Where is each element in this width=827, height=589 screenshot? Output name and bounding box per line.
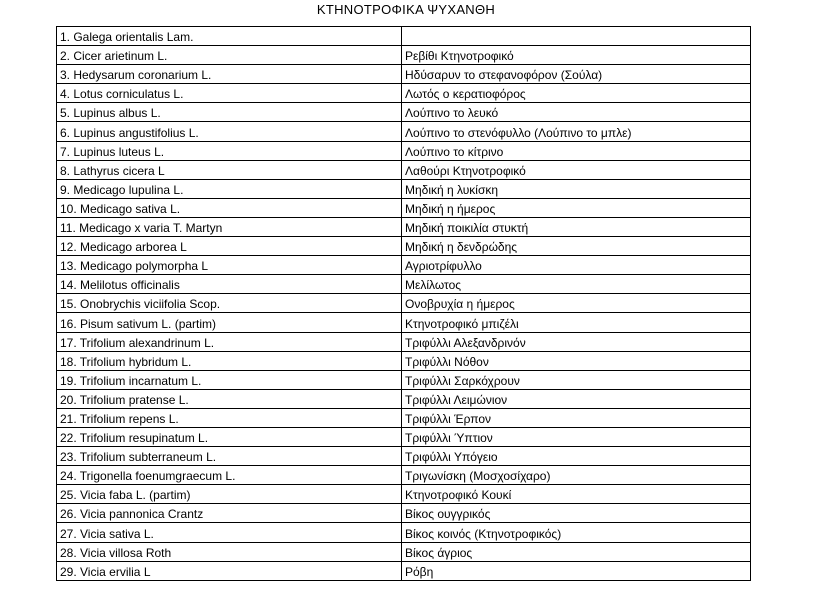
latin-name-cell: 2. Cicer arietinum L. [57, 46, 402, 65]
latin-name-cell: 3. Hedysarum coronarium L. [57, 65, 402, 84]
latin-name-cell: 10. Medicago sativa L. [57, 198, 402, 217]
greek-name-cell: Λούπινο το στενόφυλλο (Λούπινο το μπλε) [402, 122, 751, 141]
table-row [57, 351, 751, 370]
greek-name-cell: Ονοβρυχία η ήμερος [402, 294, 751, 313]
table-row [57, 65, 751, 84]
page-title: ΚΤΗΝΟΤΡΟΦΙΚΑ ΨΥΧΑΝΘΗ [316, 2, 496, 17]
greek-name-cell: Μηδική η ήμερος [402, 198, 751, 217]
table-row [57, 294, 751, 313]
greek-name-cell: Ρεβίθι Κτηνοτροφικό [402, 46, 751, 65]
table-row [57, 389, 751, 408]
table-row [57, 46, 751, 65]
latin-name-cell: 14. Melilotus officinalis [57, 275, 402, 294]
table-row [57, 408, 751, 427]
greek-name-cell: Ηδύσαρυν το στεφανοφόρον (Σούλα) [402, 65, 751, 84]
table-row [57, 332, 751, 351]
latin-name-cell: 13. Medicago polymorpha L [57, 256, 402, 275]
species-table [56, 26, 751, 581]
latin-name-cell: 6. Lupinus angustifolius L. [57, 122, 402, 141]
latin-name-cell: 18. Trifolium hybridum L. [57, 351, 402, 370]
latin-name-cell: 9. Medicago lupulina L. [57, 179, 402, 198]
table-row [57, 504, 751, 523]
latin-name-cell: 4. Lotus corniculatus L. [57, 84, 402, 103]
table-row [57, 370, 751, 389]
greek-name-cell: Τριφύλλι Νόθον [402, 351, 751, 370]
table-row [57, 313, 751, 332]
greek-name-cell: Αγριοτρίφυλλο [402, 256, 751, 275]
latin-name-cell: 26. Vicia pannonica Crantz [57, 504, 402, 523]
table-row [57, 561, 751, 580]
table-row [57, 160, 751, 179]
table-row [57, 466, 751, 485]
greek-name-cell: Μηδική ποικιλία στυκτή [402, 217, 751, 236]
latin-name-cell: 17. Trifolium alexandrinum L. [57, 332, 402, 351]
latin-name-cell: 28. Vicia villosa Roth [57, 542, 402, 561]
table-row [57, 27, 751, 46]
latin-name-cell: 15. Onobrychis viciifolia Scop. [57, 294, 402, 313]
greek-name-cell: Τριφύλλι Σαρκόχρουν [402, 370, 751, 389]
greek-name-cell: Τριγωνίσκη (Μοσχοσίχαρο) [402, 466, 751, 485]
table-row [57, 217, 751, 236]
table-row [57, 141, 751, 160]
latin-name-cell: 7. Lupinus luteus L. [57, 141, 402, 160]
latin-name-cell: 27. Vicia sativa L. [57, 523, 402, 542]
latin-name-cell: 29. Vicia ervilia L [57, 561, 402, 580]
greek-name-cell: Λούπινο το λευκό [402, 103, 751, 122]
table-row [57, 256, 751, 275]
latin-name-cell: 16. Pisum sativum L. (partim) [57, 313, 402, 332]
latin-name-cell: 21. Trifolium repens L. [57, 408, 402, 427]
latin-name-cell: 11. Medicago x varia T. Martyn [57, 217, 402, 236]
greek-name-cell: Βίκος ουγγρικός [402, 504, 751, 523]
greek-name-cell: Λαθούρι Κτηνοτροφικό [402, 160, 751, 179]
greek-name-cell: Μηδική η δενδρώδης [402, 237, 751, 256]
greek-name-cell: Τριφύλλι Έρπον [402, 408, 751, 427]
latin-name-cell: 19. Trifolium incarnatum L. [57, 370, 402, 389]
table-row [57, 427, 751, 446]
latin-name-cell: 8. Lathyrus cicera L [57, 160, 402, 179]
table-row [57, 523, 751, 542]
latin-name-cell: 23. Trifolium subterraneum L. [57, 447, 402, 466]
latin-name-cell: 1. Galega orientalis Lam. [57, 27, 402, 46]
latin-name-cell: 22. Trifolium resupinatum L. [57, 427, 402, 446]
table-row [57, 122, 751, 141]
latin-name-cell: 12. Medicago arborea L [57, 237, 402, 256]
table-row [57, 447, 751, 466]
latin-name-cell: 25. Vicia faba L. (partim) [57, 485, 402, 504]
table-row [57, 542, 751, 561]
greek-name-cell: Μηδική η λυκίσκη [402, 179, 751, 198]
greek-name-cell: Τριφύλλι Υπόγειο [402, 447, 751, 466]
latin-name-cell: 5. Lupinus albus L. [57, 103, 402, 122]
table-row [57, 198, 751, 217]
greek-name-cell: Βίκος κοινός (Κτηνοτροφικός) [402, 523, 751, 542]
greek-name-cell: Τριφύλλι Ύπτιον [402, 427, 751, 446]
table-row [57, 237, 751, 256]
latin-name-cell: 20. Trifolium pratense L. [57, 389, 402, 408]
table-body [57, 27, 751, 581]
greek-name-cell: Τριφύλλι Λειμώνιον [402, 389, 751, 408]
table-row [57, 179, 751, 198]
greek-name-cell: Τριφύλλι Αλεξανδρινόν [402, 332, 751, 351]
greek-name-cell: Λωτός ο κερατιοφόρος [402, 84, 751, 103]
table-row [57, 103, 751, 122]
greek-name-cell: Βίκος άγριος [402, 542, 751, 561]
greek-name-cell: Ρόβη [402, 561, 751, 580]
latin-name-cell: 24. Trigonella foenumgraecum L. [57, 466, 402, 485]
greek-name-cell: Λούπινο το κίτρινο [402, 141, 751, 160]
table-row [57, 84, 751, 103]
table-row [57, 485, 751, 504]
greek-name-cell: Μελίλωτος [402, 275, 751, 294]
greek-name-cell [402, 27, 751, 46]
greek-name-cell: Κτηνοτροφικό μπιζέλι [402, 313, 751, 332]
table-row [57, 275, 751, 294]
greek-name-cell: Κτηνοτροφικό Κουκί [402, 485, 751, 504]
